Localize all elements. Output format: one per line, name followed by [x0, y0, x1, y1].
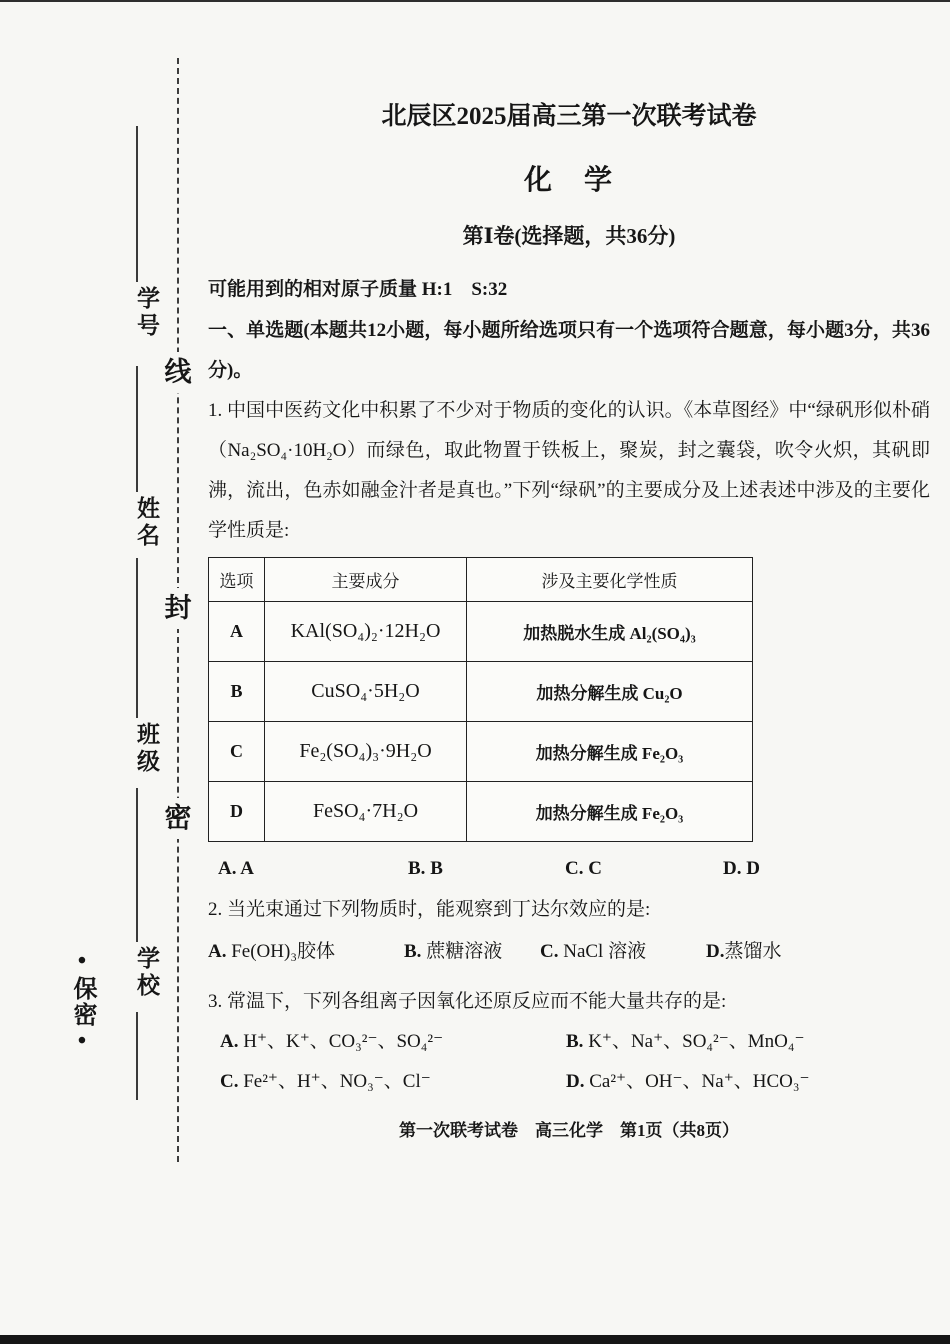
table-cell-property: 加热分解生成 Cu₂O: [467, 662, 753, 722]
table-cell-component: Fe₂(SO₄)₃·9H₂O: [265, 722, 467, 782]
table-row: [209, 602, 753, 662]
question-2-options: [208, 932, 930, 972]
table-header-option: 选项: [209, 558, 265, 602]
option: D. Ca²⁺、OH⁻、Na⁺、HCO₃⁻: [566, 1071, 810, 1092]
table-cell-option: B: [209, 662, 265, 722]
write-in-blank-line: [136, 558, 138, 718]
question-2-text: 2. 当光束通过下列物质时，能观察到丁达尔效应的是:: [208, 899, 651, 920]
table-cell-property: 加热分解生成 Fe₂O₃: [467, 782, 753, 842]
option: C. NaCl 溶液: [540, 941, 647, 962]
table-cell-component: KAl(SO₄)₂·12H₂O: [265, 602, 467, 662]
seal-char-line: 线: [159, 352, 197, 393]
table-cell-component: FeSO₄·7H₂O: [265, 782, 467, 842]
table-row: [209, 722, 753, 782]
field-student-number: 学号: [134, 286, 159, 340]
table-cell-option: A: [209, 602, 265, 662]
scan-bottom-edge: [0, 1335, 950, 1344]
write-in-blank-line: [136, 126, 138, 282]
table-cell-component: CuSO₄·5H₂O: [265, 662, 467, 722]
answer-choice: A. A: [218, 858, 254, 879]
answer-choice: D. D: [723, 858, 760, 879]
option: B. K⁺、Na⁺、SO₄²⁻、MnO₄⁻: [566, 1031, 805, 1052]
write-in-blank-line: [136, 1012, 138, 1100]
option: C. Fe²⁺、H⁺、NO₃⁻、Cl⁻: [220, 1071, 431, 1092]
table-header-property: 涉及主要化学性质: [467, 558, 753, 602]
question-1-text: 1. 中国中医药文化中积累了不少对于物质的变化的认识。《本草图经》中“绿矾形似朴硝（Na₂SO₄·10H₂O）而绿色，取此物置于铁板上，聚炭，封之囊袋，吹令火炽，其矾即沸，流出，色赤如融金汁者是真也。”下列“绿矾”的主要成分及上述表述中涉及的主要化学性质是:: [208, 400, 930, 541]
table-cell-option: D: [209, 782, 265, 842]
table-row: [209, 662, 753, 722]
atomic-mass-note: 可能用到的相对原子质量 H:1 S:32: [208, 279, 508, 300]
page-footer: 第一次联考试卷 高三化学 第1页（共8页）: [399, 1121, 739, 1140]
exam-subject: 化 学: [523, 165, 614, 196]
seal-char-seal: 封: [159, 588, 197, 629]
write-in-blank-line: [136, 788, 138, 942]
option: A. Fe(OH)₃胶体: [208, 941, 335, 962]
seal-char-secret: 密: [159, 798, 197, 839]
exam-content: [208, 96, 930, 1141]
question-1-table: [208, 557, 753, 842]
section-heading: 第Ⅰ卷(选择题，共36分): [462, 224, 676, 248]
table-cell-option: C: [209, 722, 265, 782]
question-3-options: [208, 1022, 930, 1102]
option: D.蒸馏水: [706, 941, 782, 962]
scan-top-edge: [0, 0, 950, 2]
table-header-row: [209, 558, 753, 602]
question-2: [208, 890, 930, 972]
table-header-component: 主要成分: [265, 558, 467, 602]
answer-choice: B. B: [408, 858, 443, 879]
question-1-answer-choices: [208, 858, 930, 880]
secrecy-label: •保密•: [69, 948, 95, 1056]
table-cell-property: 加热分解生成 Fe₂O₃: [467, 722, 753, 782]
write-in-blank-line: [136, 366, 138, 492]
option: A. H⁺、K⁺、CO₃²⁻、SO₄²⁻: [220, 1031, 444, 1052]
question-3: [208, 982, 930, 1102]
field-name: 姓名: [134, 496, 159, 550]
table-row: [209, 782, 753, 842]
section-instructions: 一、单选题(本题共12小题，每小题所给选项只有一个选项符合题意，每小题3分，共36分)。: [208, 320, 930, 381]
table-cell-property: 加热脱水生成 Al₂(SO₄)₃: [467, 602, 753, 662]
question-3-text: 3. 常温下，下列各组离子因氧化还原反应而不能大量共存的是:: [208, 991, 727, 1012]
exam-title: 北辰区2025届高三第一次联考试卷: [381, 103, 757, 130]
option: B. 蔗糖溶液: [404, 941, 503, 962]
answer-choice: C. C: [565, 858, 602, 879]
field-class: 班级: [134, 722, 159, 776]
field-school: 学校: [134, 946, 159, 1000]
